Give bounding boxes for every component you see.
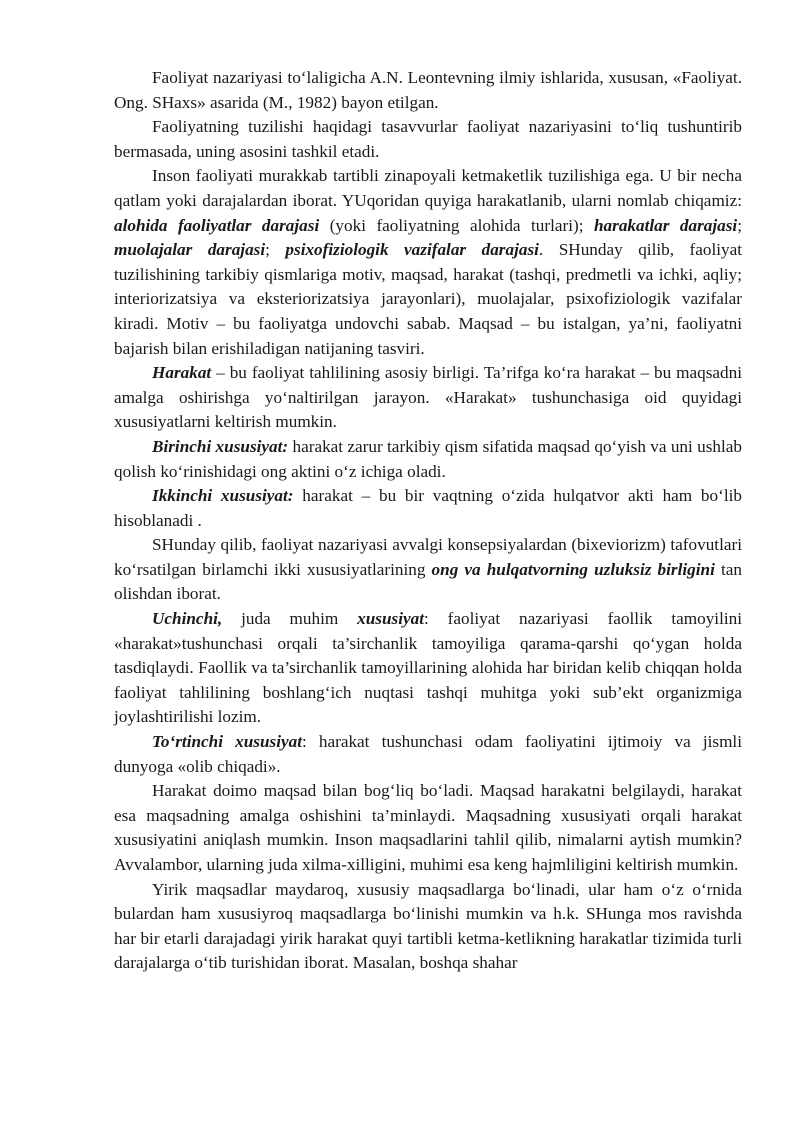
emphasized-term: Uchinchi,	[152, 609, 223, 629]
emphasized-term: Birinchi xususiyat:	[152, 436, 289, 456]
paragraph	[114, 878, 742, 976]
paragraph	[114, 66, 742, 115]
paragraph	[114, 164, 742, 361]
text-run: juda muhim	[222, 609, 358, 629]
emphasized-term: harakatlar darajasi	[593, 215, 738, 235]
text-run: SHunday qilib, faoliyat nazariyasi avvalgi konsepsiyalardan (bixeviorizm) tafovutlari ko‘rsatilgan birlamchi ikki xususiyatlarining	[114, 535, 742, 579]
emphasized-term: alohida faoliyatlar darajasi	[114, 215, 320, 235]
text-run: ;	[265, 240, 286, 260]
paragraph	[114, 533, 742, 607]
paragraph	[114, 115, 742, 164]
text-run: Faoliyat nazariyasi to‘laligicha A.N. Leontevning ilmiy ishlarida, xususan, «Faoliyat. Ong. SHaxs» asarida (M., 1982) bayon etilgan.	[114, 68, 742, 112]
paragraph	[114, 484, 742, 533]
emphasized-term: Harakat	[152, 363, 212, 383]
emphasized-term: muolajalar darajasi	[114, 240, 266, 260]
document-page	[114, 66, 742, 976]
paragraph	[114, 435, 742, 484]
text-run: Faoliyatning tuzilishi haqidagi tasavvurlar faoliyat nazariyasini to‘liq tushuntirib bermasada, uning asosini tashkil etadi.	[114, 117, 742, 161]
text-run: ;	[737, 215, 742, 235]
paragraph	[114, 779, 742, 877]
paragraph	[114, 607, 742, 730]
paragraph	[114, 361, 742, 435]
paragraph	[114, 730, 742, 779]
text-run: Harakat doimo maqsad bilan bog‘liq bo‘ladi. Maqsad harakatni belgilaydi, harakat esa maqsadning amalga oshishini ta’minlaydi. Maqsadning xususiyati orqali harakat xususiyatini aniqlash mumkin. Inson maqsadlarini tahlil qilib, nimalarni aytish mumkin? Avvalambor, ularning juda xilma-xilligini, muhimi esa keng hajmliligini keltirish mumkin.	[114, 781, 742, 874]
text-run: Inson faoliyati murakkab tartibli zinapoyali ketmaketlik tuzilishiga ega. U bir necha qatlam yoki darajalardan iborat. YUqoridan quyiga harakatlanib, ularni nomlab chiqamiz:	[114, 166, 742, 210]
emphasized-term: To‘rtinchi xususiyat	[152, 732, 302, 752]
text-run: tan olishdan iborat.	[114, 559, 742, 604]
text-run: . SHunday qilib, faoliyat tuzilishining tarkibiy qismlariga motiv, maqsad, harakat (tashqi, predmetli va ichki, aqliy; interiorizatsiya va eksteriorizatsiya jarayonlari), muolajalar, psixofiziologik vazifalar kiradi. Motiv – bu faoliyatga undovchi sabab. Maqsad – bu istalgan, ya’ni, faoliyatni bajarish bilan erishiladigan natijaning tasviri.	[114, 240, 743, 358]
emphasized-term: Ikkinchi xususiyat:	[152, 486, 294, 506]
text-run: harakat zarur tarkibiy qism sifatida maqsad qo‘yish va uni ushlab qolish ko‘rinishidagi ong aktini o‘z ichiga oladi.	[114, 436, 742, 481]
text-run: : harakat tushunchasi odam faoliyatini ijtimoiy va jismli dunyoga «olib chiqadi».	[114, 732, 742, 776]
emphasized-term: xususiyat	[357, 609, 425, 629]
text-run: (yoki faoliyatning alohida turlari);	[319, 215, 594, 235]
emphasized-term: ong va hulqatvorning uzluksiz birligini	[431, 559, 715, 579]
emphasized-term: psixofiziologik vazifalar darajasi	[285, 240, 539, 260]
text-run: : faoliyat nazariyasi faollik tamoyilini «harakat»tushunchasi orqali ta’sirchanlik tamoyiliga qarama-qarshi qo‘ygan holda tasdiqlaydi. Faollik va ta’sirchanlik tamoyillarining alohida har biridan kelib chiqqan holda faoliyat tahlilining boshlang‘ich nuqtasi tashqi muhitga yoki sub’ekt organizmiga joylashtirilishi lozim.	[114, 609, 742, 727]
text-run: – bu faoliyat tahlilining asosiy birligi. Ta’rifga ko‘ra harakat – bu maqsadni amalga oshirishga yo‘naltirilgan jarayon. «Harakat» tushunchasiga oid quyidagi xususiyatlarni keltirish mumkin.	[114, 363, 742, 432]
text-run: Yirik maqsadlar maydaroq, xususiy maqsadlarga bo‘linadi, ular ham o‘z o‘rnida bulardan ham xususiyroq maqsadlarga bo‘linishi mumkin va h.k. SHunga mos ravishda har bir etarli darajadagi yirik harakat quyi tartibli ketma-ketlikning harakatlar tizimida turli darajalarga o‘tib turishidan iborat. Masalan, boshqa shahar	[114, 879, 742, 973]
text-run: harakat – bu bir vaqtning o‘zida hulqatvor akti ham bo‘lib hisoblanadi .	[114, 486, 742, 530]
